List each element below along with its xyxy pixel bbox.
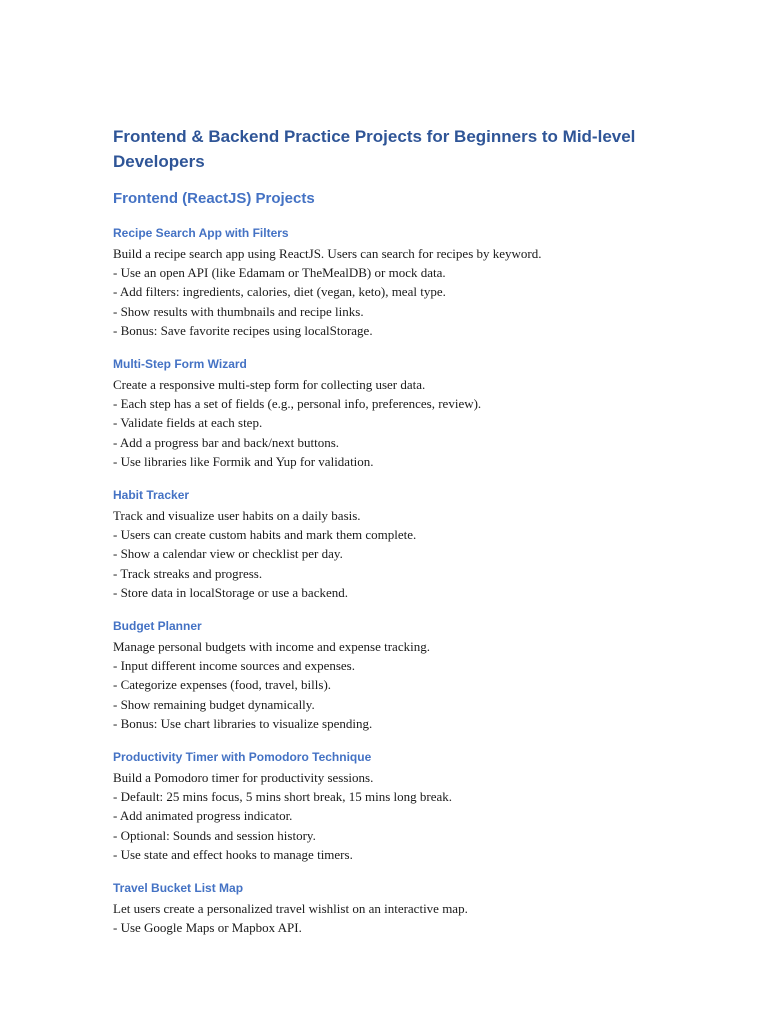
project-bullet: - Bonus: Save favorite recipes using localStorage.: [113, 322, 373, 338]
project-heading: Travel Bucket List Map: [113, 881, 244, 896]
project-bullet: - Store data in localStorage or use a backend.: [113, 584, 348, 600]
project-bullet: - Use libraries like Formik and Yup for validation.: [113, 453, 374, 469]
project-bullet: - Show a calendar view or checklist per day.: [113, 546, 343, 562]
project-heading: Recipe Search App with Filters: [113, 226, 289, 240]
project-section: [113, 225, 673, 340]
project-bullet: - Show remaining budget dynamically.: [113, 696, 315, 712]
project-section: [113, 749, 673, 864]
project-bullet: - Optional: Sounds and session history.: [113, 827, 316, 843]
project-heading: Productivity Timer with Pomodoro Technique: [113, 750, 372, 765]
project-bullet: - Track streaks and progress.: [113, 565, 263, 581]
project-section: [113, 618, 673, 733]
project-bullet: - Validate fields at each step.: [113, 415, 263, 431]
project-section: [113, 880, 673, 937]
section-heading: Frontend (ReactJS) Projects: [113, 190, 315, 207]
document-title: Frontend & Backend Practice Projects for Beginners to Mid-level Developers: [113, 127, 636, 171]
project-bullet: - Add animated progress indicator.: [113, 808, 293, 824]
project-description: Track and visualize user habits on a daily basis.: [113, 508, 361, 524]
project-section: [113, 487, 673, 602]
document-page: [113, 124, 673, 937]
project-list: [113, 225, 673, 937]
project-heading: Budget Planner: [113, 619, 202, 634]
project-bullet: - Each step has a set of fields (e.g., personal info, preferences, review).: [113, 396, 482, 412]
project-bullet: - Input different income sources and expenses.: [113, 658, 355, 674]
project-bullet: - Add filters: ingredients, calories, diet (vegan, keto), meal type.: [113, 284, 446, 300]
project-bullet: - Bonus: Use chart libraries to visualize spending.: [113, 715, 373, 731]
project-section: [113, 356, 673, 471]
project-heading: Habit Tracker: [113, 488, 190, 503]
project-bullet: - Add a progress bar and back/next buttons.: [113, 434, 340, 450]
project-bullet: - Use Google Maps or Mapbox API.: [113, 920, 302, 936]
project-bullet: - Users can create custom habits and mark them complete.: [113, 527, 417, 543]
project-bullet: - Categorize expenses (food, travel, bills).: [113, 677, 332, 693]
project-bullet: - Show results with thumbnails and recipe links.: [113, 303, 364, 319]
project-bullet: - Use state and effect hooks to manage timers.: [113, 846, 353, 862]
project-bullet: - Default: 25 mins focus, 5 mins short break, 15 mins long break.: [113, 789, 453, 805]
project-bullet: - Use an open API (like Edamam or TheMealDB) or mock data.: [113, 265, 446, 281]
project-description: Let users create a personalized travel wishlist on an interactive map.: [113, 901, 468, 917]
project-heading: Multi-Step Form Wizard: [113, 357, 247, 372]
project-description: Create a responsive multi-step form for collecting user data.: [113, 377, 426, 393]
project-description: Manage personal budgets with income and expense tracking.: [113, 639, 430, 655]
project-description: Build a recipe search app using ReactJS. Users can search for recipes by keyword.: [113, 246, 542, 261]
project-description: Build a Pomodoro timer for productivity sessions.: [113, 770, 374, 786]
